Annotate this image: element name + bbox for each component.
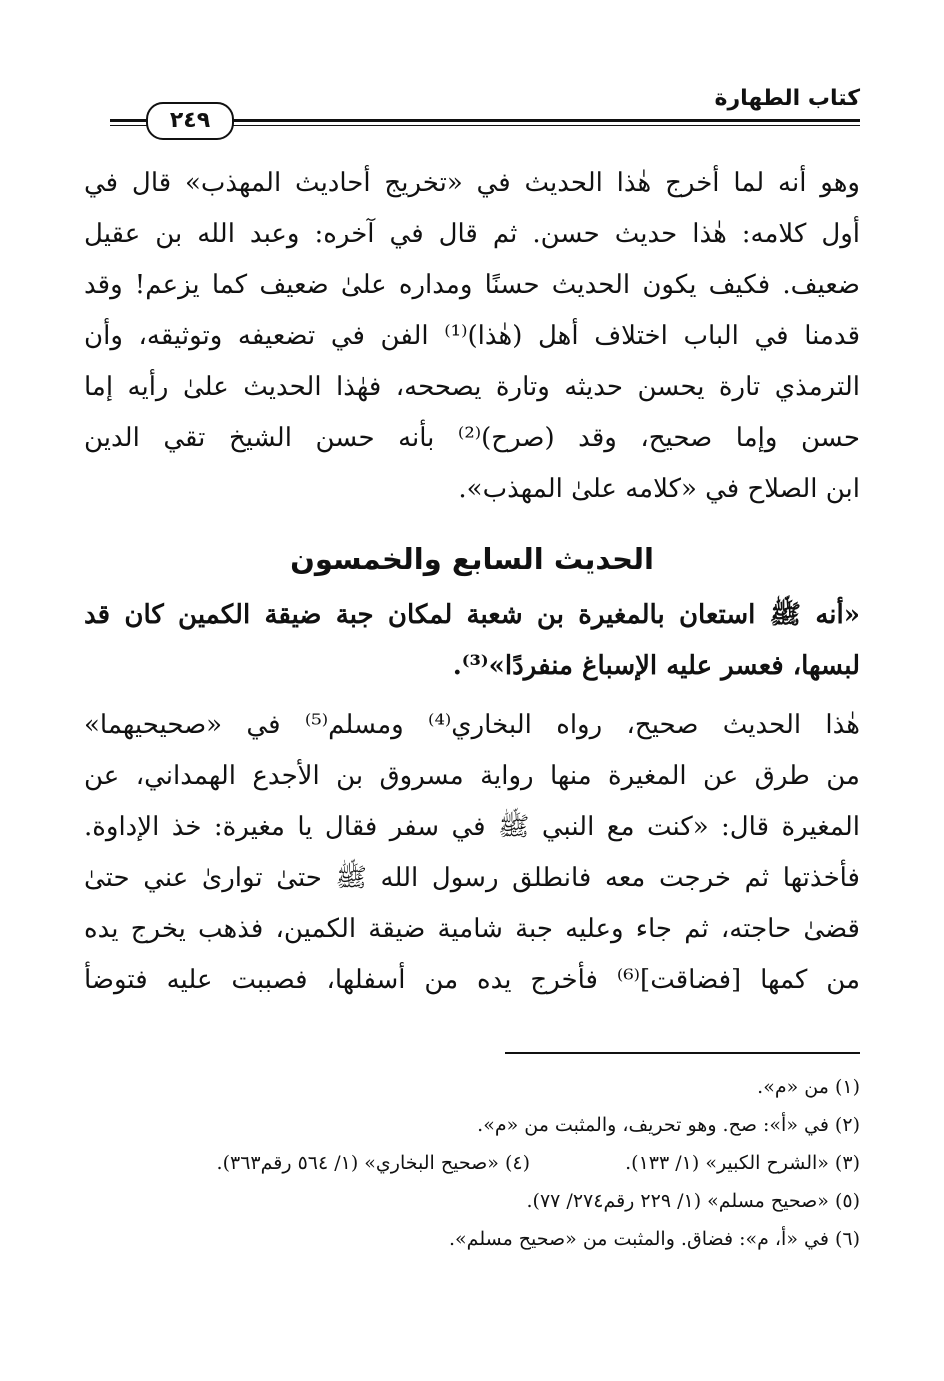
footnote-2: (٢) في «أ»: صح. وهو تحريف، والمثبت من «م». xyxy=(477,1114,860,1136)
footnote-6: (٦) في «أ، م»: فضاق. والمثبت من «صحيح مسلم». xyxy=(449,1228,860,1250)
text-line: ابن الصلاح في «كلامه علىٰ المهذب». xyxy=(458,474,860,504)
section-heading: الحديث السابع والخمسون xyxy=(290,542,654,576)
text-line: من كمها [فضاقت]⁽⁶⁾ فأخرج يده من أسفلها، فصببت عليه فتوضأ xyxy=(84,965,860,995)
intro-paragraph xyxy=(84,158,860,515)
page-number: ٢٤٩ xyxy=(146,102,234,140)
text-line: المغيرة قال: «كنت مع النبي ﷺ في سفر فقال يا مغيرة: خذ الإداوة. xyxy=(84,812,860,842)
footnote-5: (٥) «صحيح مسلم» (١/ ٢٢٩ رقم٢٧٤/ ٧٧). xyxy=(526,1190,860,1212)
footnotes xyxy=(84,1068,860,1258)
footnote-row xyxy=(84,1144,860,1182)
footnote-3: (٣) «الشرح الكبير» (١/ ١٣٣). xyxy=(625,1152,860,1174)
text-line: قدمنا في الباب اختلاف أهل (هٰذا)⁽¹⁾ الفن في تضعيفه وتوثيقه، وأن xyxy=(84,321,860,351)
text-line: وهو أنه لما أخرج هٰذا الحديث في «تخريج أحاديث المهذب» قال في xyxy=(84,168,860,198)
text-line: من طرق عن المغيرة منها رواية مسروق بن الأجدع الهمداني، عن xyxy=(84,761,860,791)
hadith-text xyxy=(84,590,860,692)
text-line: فأخذتها ثم خرجت معه فانطلق رسول الله ﷺ حتىٰ توارىٰ عني حتىٰ xyxy=(84,863,860,893)
text-line: الترمذي تارة يحسن حديثه وتارة يصححه، فهٰذا الحديث علىٰ رأيه إما xyxy=(84,372,860,402)
text-line: لبسها، فعسر عليه الإسباغ منفردًا»⁽³⁾. xyxy=(452,651,860,681)
footnote-4: (٤) «صحيح البخاري» (١/ ٥٦٤ رقم٣٦٣). xyxy=(216,1152,530,1174)
text-line: حسن وإما صحيح، وقد (صرح)⁽²⁾ بأنه حسن الشيخ تقي الدين xyxy=(84,423,860,453)
text-line: «أنه ﷺ استعان بالمغيرة بن شعبة لمكان جبة ضيقة الكمين كان قد xyxy=(84,600,860,630)
text-line: ضعيف. فكيف يكون الحديث حسنًا ومداره علىٰ ضعيف كما يزعم! وقد xyxy=(84,270,860,300)
text-line: أول كلامه: هٰذا حديث حسن. ثم قال في آخره: وعبد الله بن عقيل xyxy=(84,219,860,249)
running-title: كتاب الطهارة xyxy=(714,86,860,111)
text-line: هٰذا الحديث صحيح، رواه البخاري⁽⁴⁾ ومسلم⁽⁵⁾ في «صحيحيهما» xyxy=(84,710,860,740)
commentary-paragraph xyxy=(84,700,860,1006)
page-header xyxy=(110,82,860,132)
text-line: قضىٰ حاجته، ثم جاء وعليه جبة شامية ضيقة الكمين، فذهب يخرج يده xyxy=(84,914,860,944)
footnote-1: (١) من «م». xyxy=(757,1076,860,1098)
footnote-separator xyxy=(505,1052,860,1054)
